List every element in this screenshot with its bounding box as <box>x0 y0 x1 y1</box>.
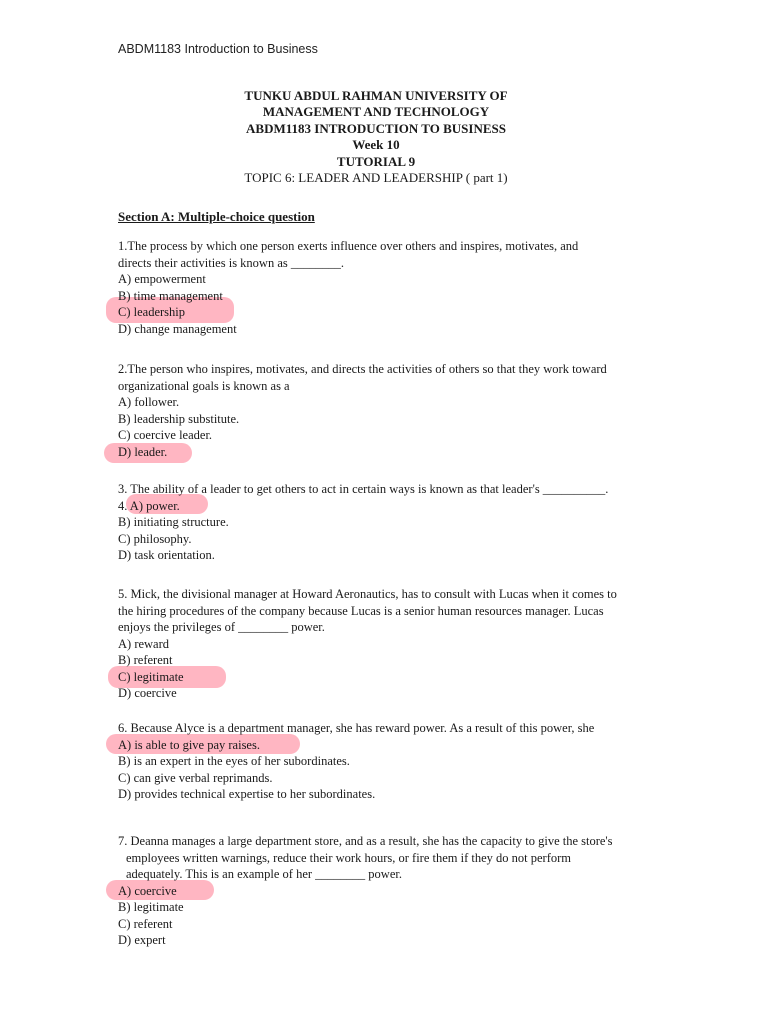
question-text: 5. Mick, the divisional manager at Howard Aeronautics, has to consult with Lucas when it comes to <box>118 587 617 601</box>
question-text: 7. Deanna manages a large department store, and as a result, she has the capacity to give the store's <box>118 834 613 848</box>
option-b: B) leadership substitute. <box>118 411 240 426</box>
question-text: enjoys the privileges of ________ power. <box>118 620 325 634</box>
question-7 <box>118 833 648 949</box>
option-d: D) expert <box>118 933 166 947</box>
question-text: organizational goals is known as a <box>118 378 290 393</box>
question-text: 2.The person who inspires, motivates, and directs the activities of others so that they work toward <box>118 362 607 376</box>
question-text: the hiring procedures of the company because Lucas is a senior human resources manager. Lucas <box>118 603 604 618</box>
question-text: 6. Because Alyce is a department manager, she has reward power. As a result of this power, she <box>118 721 595 735</box>
title-block <box>0 88 752 186</box>
question-2 <box>118 361 648 460</box>
question-text: adequately. This is an example of her ________ power. <box>126 867 402 881</box>
title-line-topic: TOPIC 6: LEADER AND LEADERSHIP ( part 1) <box>244 170 508 186</box>
option-b: B) referent <box>118 653 173 667</box>
option-c: C) philosophy. <box>118 531 192 546</box>
title-line-tutorial: TUTORIAL 9 <box>336 153 416 169</box>
option-c: C) leadership <box>118 305 185 319</box>
title-line-management: MANAGEMENT AND TECHNOLOGY <box>262 104 490 120</box>
option-a: A) is able to give pay raises. <box>118 737 260 752</box>
option-d: D) change management <box>118 321 237 336</box>
option-a: A) reward <box>118 636 170 651</box>
option-d: D) task orientation. <box>118 548 215 562</box>
section-heading: Section A: Multiple-choice question <box>118 209 315 224</box>
option-a: A) follower. <box>118 395 180 409</box>
option-d: D) provides technical expertise to her subordinates. <box>118 787 376 801</box>
option-a: 4. A) power. <box>118 498 180 513</box>
option-b: B) legitimate <box>118 900 184 914</box>
question-6 <box>118 720 648 803</box>
title-line-week: Week 10 <box>352 137 400 153</box>
question-5 <box>118 586 648 702</box>
title-line-university: TUNKU ABDUL RAHMAN UNIVERSITY OF <box>244 88 508 103</box>
option-d: D) coercive <box>118 686 177 700</box>
question-text: directs their activities is known as ________. <box>118 255 345 270</box>
title-line-course: ABDM1183 INTRODUCTION TO BUSINESS <box>246 120 506 136</box>
option-b: B) time management <box>118 288 223 303</box>
option-c: C) can give verbal reprimands. <box>118 770 273 785</box>
option-d: D) leader. <box>118 444 168 459</box>
question-text: employees written warnings, reduce their work hours, or fire them if they do not perform <box>126 850 572 865</box>
option-c: C) referent <box>118 916 173 931</box>
option-c: C) legitimate <box>118 669 184 684</box>
running-header: ABDM1183 Introduction to Business <box>118 42 318 56</box>
option-c: C) coercive leader. <box>118 428 213 442</box>
question-1 <box>118 238 648 337</box>
option-a: A) empowerment <box>118 272 206 286</box>
option-a: A) coercive <box>118 883 177 898</box>
option-b: B) initiating structure. <box>118 515 229 529</box>
question-text: 1.The process by which one person exerts influence over others and inspires, motivates, and <box>118 239 579 253</box>
option-b: B) is an expert in the eyes of her subordinates. <box>118 754 350 768</box>
question-3 <box>118 481 648 564</box>
question-text: 3. The ability of a leader to get others to act in certain ways is known as that leader's __________. <box>118 482 609 496</box>
